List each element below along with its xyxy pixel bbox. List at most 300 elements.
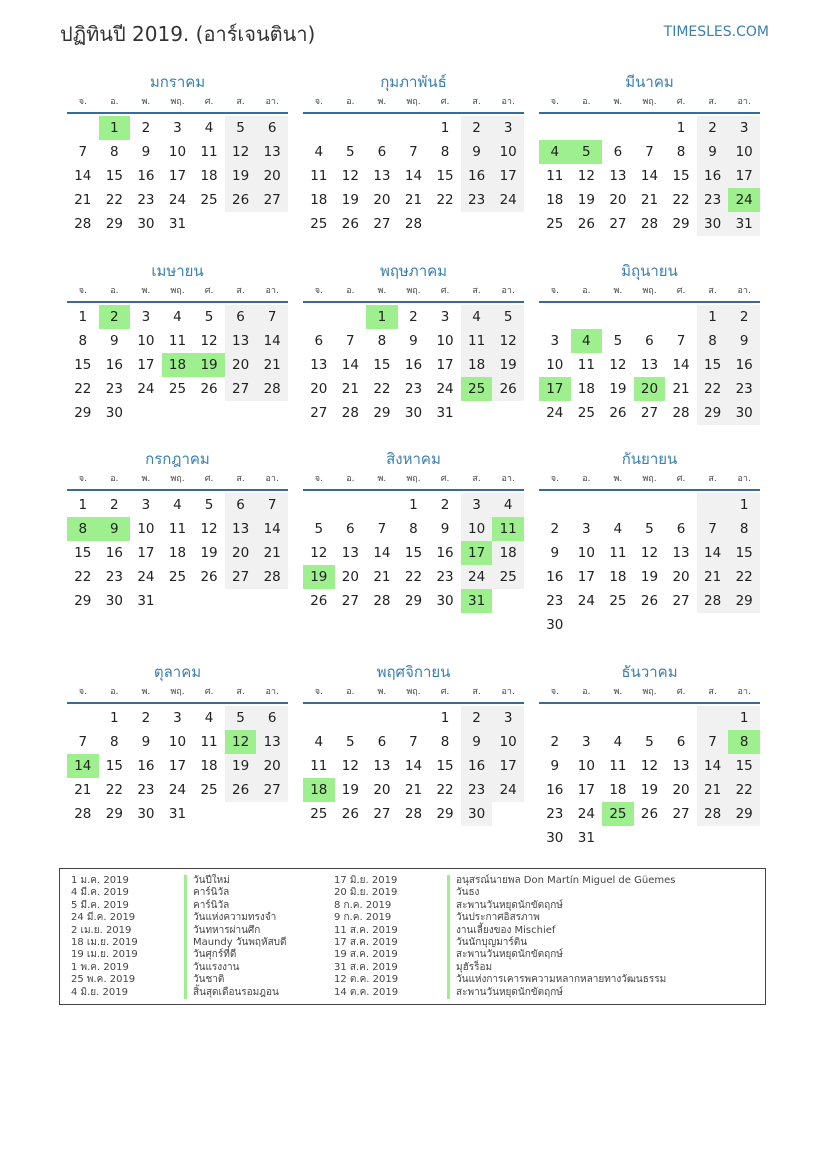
holiday-day-cell: 9 <box>99 517 131 541</box>
day-cell: 27 <box>672 806 690 822</box>
day-cell: 1 <box>697 305 729 329</box>
day-cell: 9 <box>141 734 151 750</box>
day-cell: 27 <box>672 593 690 609</box>
holiday-day-cell: 24 <box>728 188 760 212</box>
day-cell: 22 <box>672 192 690 208</box>
holiday-day-cell: 2 <box>99 305 131 329</box>
weekday-label: อ. <box>110 286 119 296</box>
holiday-row <box>71 875 287 887</box>
day-cell: 28 <box>256 565 288 589</box>
day-cell: 25 <box>168 381 187 397</box>
weekday-label: อ. <box>582 286 591 296</box>
weekday-label: พ. <box>141 474 151 484</box>
day-cell: 6 <box>256 116 288 140</box>
day-cell: 3 <box>141 309 151 325</box>
day-cell: 29 <box>436 806 454 822</box>
month-block <box>539 662 760 850</box>
day-cell: 20 <box>672 782 690 798</box>
holiday-day-cell: 8 <box>67 517 99 541</box>
day-cell: 1 <box>409 497 418 513</box>
day-cell: 2 <box>728 305 760 329</box>
holiday-column-left <box>71 875 287 999</box>
holiday-day-cell: 1 <box>366 305 398 329</box>
day-cell: 23 <box>137 782 155 798</box>
weekday-header <box>303 93 524 114</box>
weekday-label: อา. <box>501 97 515 107</box>
day-cell: 6 <box>256 706 288 730</box>
day-cell: 8 <box>409 521 418 537</box>
month-block <box>303 449 524 613</box>
weekday-label: จ. <box>78 286 87 296</box>
weekday-label: ศ. <box>204 687 214 697</box>
empty-day-cell <box>335 116 367 140</box>
day-cell: 13 <box>310 357 328 373</box>
holiday-date: 25 พ.ค. 2019 <box>71 974 136 986</box>
day-cell: 22 <box>404 569 423 585</box>
day-cell: 15 <box>74 357 92 373</box>
holiday-date: 2 เม.ย. 2019 <box>71 924 132 936</box>
holiday-name: งานเลี้ยงของ Mischief <box>447 925 555 937</box>
day-cell: 22 <box>373 381 391 397</box>
day-cell: 23 <box>436 569 454 585</box>
holiday-row <box>334 937 675 949</box>
holiday-row <box>334 962 675 974</box>
month-name: กุมภาพันธ์ <box>380 73 447 91</box>
weekday-label: อา. <box>265 474 279 484</box>
day-cell: 5 <box>613 333 623 349</box>
empty-day-cell <box>303 305 335 329</box>
day-cell: 26 <box>341 806 359 822</box>
day-cell: 11 <box>310 758 328 774</box>
day-cell: 25 <box>310 216 328 232</box>
day-cell: 11 <box>168 333 187 349</box>
empty-day-cell <box>398 706 430 730</box>
weekday-label: อา. <box>265 687 279 697</box>
weekday-label: อ. <box>346 97 355 107</box>
day-cell: 5 <box>346 734 355 750</box>
day-cell: 15 <box>672 168 690 184</box>
day-cell: 25 <box>168 569 187 585</box>
holiday-name: วันแห่งการเคารพความหลากหลายทางวัฒนธรรม <box>447 974 666 986</box>
holiday-row <box>334 900 675 912</box>
empty-day-cell <box>539 116 571 140</box>
day-cell: 10 <box>728 140 760 164</box>
day-cell: 23 <box>404 381 423 397</box>
day-cell: 6 <box>676 734 686 750</box>
weekday-label: อ. <box>346 474 355 484</box>
holiday-day-cell: 14 <box>67 754 99 778</box>
day-cell: 15 <box>436 168 454 184</box>
day-cell: 29 <box>728 802 760 826</box>
weekday-label: พฤ. <box>642 687 657 697</box>
day-cell: 25 <box>609 593 627 609</box>
month-block <box>539 72 760 236</box>
holiday-day-cell: 18 <box>303 778 335 802</box>
day-cell: 27 <box>341 593 359 609</box>
day-cell: 15 <box>404 545 423 561</box>
weekday-label: พฤ. <box>170 687 185 697</box>
holiday-date: 12 ต.ค. 2019 <box>334 974 399 986</box>
day-cell: 4 <box>204 710 214 726</box>
holiday-name: วันนักบุญมาร์ติน <box>447 937 527 949</box>
day-cell: 30 <box>436 593 454 609</box>
month-block <box>303 72 524 236</box>
day-cell: 22 <box>436 782 454 798</box>
weekday-label: จ. <box>550 474 559 484</box>
day-cell: 6 <box>377 734 387 750</box>
weekday-label: อ. <box>582 687 591 697</box>
holiday-date: 31 ส.ค. 2019 <box>334 961 398 973</box>
day-cell: 14 <box>256 517 288 541</box>
day-cell: 10 <box>546 357 564 373</box>
day-cell: 14 <box>373 545 391 561</box>
day-cell: 27 <box>225 565 257 589</box>
day-cell: 6 <box>225 305 257 329</box>
holiday-day-cell: 17 <box>461 541 493 565</box>
day-cell: 18 <box>168 545 187 561</box>
day-cell: 26 <box>200 381 218 397</box>
holiday-date: 19 ส.ค. 2019 <box>334 949 398 961</box>
empty-day-cell <box>602 706 634 730</box>
day-cell: 21 <box>373 569 391 585</box>
day-cell: 5 <box>492 305 524 329</box>
day-cell: 13 <box>373 758 391 774</box>
day-cell: 15 <box>697 353 729 377</box>
day-cell: 20 <box>341 569 359 585</box>
day-cell: 19 <box>341 782 359 798</box>
day-cell: 18 <box>609 782 627 798</box>
day-cell: 17 <box>168 758 187 774</box>
day-cell: 30 <box>105 405 123 421</box>
day-cell: 26 <box>225 188 257 212</box>
day-cell: 26 <box>225 778 257 802</box>
day-cell: 26 <box>200 569 218 585</box>
month-block <box>67 449 288 613</box>
day-cell: 28 <box>74 806 92 822</box>
day-cell: 9 <box>440 521 450 537</box>
weekday-label: ส. <box>472 474 481 484</box>
day-cell: 29 <box>404 593 423 609</box>
day-cell: 2 <box>461 116 493 140</box>
day-cell: 25 <box>310 806 328 822</box>
day-cell: 8 <box>110 144 119 160</box>
day-cell: 11 <box>310 168 328 184</box>
holiday-day-cell: 4 <box>571 329 603 353</box>
day-cell: 2 <box>409 309 418 325</box>
day-cell: 16 <box>105 357 123 373</box>
day-cell: 28 <box>697 802 729 826</box>
holiday-day-cell: 19 <box>193 353 225 377</box>
weekday-label: ส. <box>472 286 481 296</box>
month-name: มีนาคม <box>625 73 674 91</box>
month-block <box>303 261 524 425</box>
weekday-label: พ. <box>377 687 387 697</box>
day-cell: 26 <box>492 377 524 401</box>
holiday-date: 9 ก.ค. 2019 <box>334 912 392 924</box>
weekday-label: ศ. <box>676 286 686 296</box>
day-cell: 24 <box>168 192 187 208</box>
weekday-label: พ. <box>141 286 151 296</box>
holiday-column-right <box>334 875 675 999</box>
weekday-label: ส. <box>708 474 717 484</box>
weekday-label: พ. <box>613 687 623 697</box>
holiday-date: 14 ต.ค. 2019 <box>334 986 399 998</box>
day-cell: 31 <box>436 405 454 421</box>
weekday-label: พฤ. <box>642 97 657 107</box>
weekday-header <box>303 470 524 491</box>
day-cell: 4 <box>314 144 324 160</box>
empty-day-cell <box>335 706 367 730</box>
day-cell: 3 <box>141 497 151 513</box>
day-cell: 16 <box>697 164 729 188</box>
day-cell: 5 <box>346 144 355 160</box>
day-cell: 9 <box>550 545 560 561</box>
brand-link[interactable]: TIMESLES.COM <box>663 24 769 40</box>
day-cell: 15 <box>373 357 391 373</box>
day-cell: 29 <box>697 401 729 425</box>
day-cell: 23 <box>697 188 729 212</box>
weekday-label: อ. <box>110 687 119 697</box>
day-cell: 15 <box>105 758 123 774</box>
day-cell: 9 <box>110 333 119 349</box>
day-cell: 24 <box>492 188 524 212</box>
day-cell: 6 <box>613 144 623 160</box>
day-cell: 30 <box>546 830 564 846</box>
day-cell: 3 <box>440 309 450 325</box>
day-cell: 6 <box>314 333 324 349</box>
day-cell: 22 <box>728 565 760 589</box>
holiday-row <box>71 912 287 924</box>
day-cell: 23 <box>461 778 493 802</box>
weekday-label: ส. <box>708 97 717 107</box>
day-cell: 6 <box>377 144 387 160</box>
holiday-row <box>334 887 675 899</box>
weekday-label: อา. <box>501 687 515 697</box>
day-cell: 4 <box>173 497 182 513</box>
day-cell: 12 <box>341 758 359 774</box>
empty-day-cell <box>366 493 398 517</box>
day-cell: 12 <box>640 758 659 774</box>
day-cell: 22 <box>436 192 454 208</box>
day-grid <box>67 116 288 236</box>
day-cell: 26 <box>640 806 659 822</box>
day-cell: 8 <box>676 144 686 160</box>
day-cell: 31 <box>577 830 595 846</box>
day-cell: 24 <box>137 381 155 397</box>
day-cell: 1 <box>728 706 760 730</box>
day-cell: 28 <box>74 216 92 232</box>
day-cell: 29 <box>728 589 760 613</box>
day-cell: 13 <box>256 140 288 164</box>
holiday-day-cell: 18 <box>162 353 194 377</box>
empty-day-cell <box>634 305 666 329</box>
day-cell: 16 <box>461 164 493 188</box>
day-cell: 7 <box>409 734 418 750</box>
day-cell: 23 <box>105 381 123 397</box>
day-cell: 23 <box>546 806 564 822</box>
day-cell: 7 <box>676 333 686 349</box>
month-name: ธันวาคม <box>621 663 678 681</box>
day-cell: 8 <box>440 144 450 160</box>
day-cell: 12 <box>225 140 257 164</box>
empty-day-cell <box>571 305 603 329</box>
day-grid <box>67 493 288 613</box>
day-cell: 3 <box>728 116 760 140</box>
day-cell: 11 <box>200 144 218 160</box>
day-cell: 3 <box>173 120 182 136</box>
weekday-label: พฤ. <box>406 97 421 107</box>
weekday-label: จ. <box>314 286 323 296</box>
day-cell: 13 <box>256 730 288 754</box>
day-cell: 12 <box>640 545 659 561</box>
empty-day-cell <box>303 706 335 730</box>
day-cell: 20 <box>373 192 391 208</box>
day-cell: 11 <box>609 758 627 774</box>
weekday-label: อ. <box>346 687 355 697</box>
day-cell: 8 <box>78 333 88 349</box>
day-cell: 27 <box>609 216 627 232</box>
day-cell: 8 <box>377 333 387 349</box>
day-cell: 4 <box>204 120 214 136</box>
empty-day-cell <box>602 305 634 329</box>
holiday-name: คาร์นิวัล <box>184 900 229 912</box>
holiday-day-cell: 5 <box>571 140 603 164</box>
day-cell: 22 <box>728 778 760 802</box>
day-cell: 23 <box>461 188 493 212</box>
weekday-label: อ. <box>346 286 355 296</box>
holiday-day-cell: 19 <box>303 565 335 589</box>
weekday-label: พ. <box>141 97 151 107</box>
weekday-label: ส. <box>236 97 245 107</box>
holiday-date: 17 ส.ค. 2019 <box>334 936 398 948</box>
day-cell: 1 <box>440 710 450 726</box>
day-cell: 8 <box>728 517 760 541</box>
holiday-day-cell: 31 <box>461 589 493 613</box>
weekday-label: ศ. <box>676 97 686 107</box>
day-cell: 29 <box>105 806 123 822</box>
day-cell: 12 <box>200 521 218 537</box>
day-grid <box>539 116 760 236</box>
day-cell: 24 <box>436 381 454 397</box>
day-cell: 11 <box>461 329 493 353</box>
day-cell: 27 <box>373 216 391 232</box>
day-cell: 12 <box>609 357 627 373</box>
holiday-day-cell: 1 <box>99 116 131 140</box>
day-cell: 11 <box>168 521 187 537</box>
day-cell: 27 <box>256 188 288 212</box>
day-cell: 5 <box>204 309 214 325</box>
day-cell: 5 <box>314 521 324 537</box>
day-cell: 24 <box>137 569 155 585</box>
day-cell: 21 <box>256 541 288 565</box>
empty-day-cell <box>366 706 398 730</box>
holiday-name: วันประกาศอิสรภาพ <box>447 912 540 924</box>
day-cell: 21 <box>256 353 288 377</box>
empty-day-cell <box>697 493 729 517</box>
weekday-label: อา. <box>265 97 279 107</box>
day-cell: 23 <box>728 377 760 401</box>
day-cell: 13 <box>225 517 257 541</box>
holiday-day-cell: 17 <box>539 377 571 401</box>
weekday-label: ส. <box>236 687 245 697</box>
month-block <box>67 72 288 236</box>
month-block <box>539 449 760 637</box>
weekday-label: ศ. <box>676 687 686 697</box>
day-cell: 12 <box>310 545 328 561</box>
day-cell: 14 <box>697 541 729 565</box>
weekday-label: ศ. <box>440 286 450 296</box>
holiday-name: วันแรงงาน <box>184 962 239 974</box>
day-cell: 1 <box>676 120 686 136</box>
holiday-row <box>71 937 287 949</box>
weekday-label: พ. <box>141 687 151 697</box>
day-cell: 23 <box>546 593 564 609</box>
day-cell: 1 <box>78 309 88 325</box>
day-cell: 22 <box>105 192 123 208</box>
day-cell: 3 <box>550 333 560 349</box>
weekday-header <box>67 683 288 704</box>
holiday-name: สะพานวันหยุดนักขัตฤกษ์ <box>447 949 563 961</box>
day-cell: 13 <box>672 758 690 774</box>
holiday-row <box>71 925 287 937</box>
day-cell: 18 <box>200 758 218 774</box>
day-cell: 28 <box>697 589 729 613</box>
month-name: กันยายน <box>621 450 678 468</box>
weekday-label: อา. <box>737 97 751 107</box>
day-cell: 28 <box>640 216 659 232</box>
holiday-date: 18 เม.ย. 2019 <box>71 936 138 948</box>
weekday-label: พฤ. <box>170 286 185 296</box>
day-cell: 28 <box>373 593 391 609</box>
day-cell: 12 <box>577 168 595 184</box>
day-cell: 15 <box>436 758 454 774</box>
day-cell: 22 <box>105 782 123 798</box>
day-cell: 21 <box>404 782 423 798</box>
day-cell: 9 <box>728 329 760 353</box>
weekday-label: อา. <box>737 687 751 697</box>
day-cell: 7 <box>78 144 88 160</box>
day-cell: 30 <box>105 593 123 609</box>
weekday-label: ส. <box>236 286 245 296</box>
month-block <box>539 261 760 425</box>
holiday-date: 24 มี.ค. 2019 <box>71 912 136 924</box>
day-cell: 19 <box>640 782 659 798</box>
day-cell: 27 <box>373 806 391 822</box>
day-cell: 13 <box>373 168 391 184</box>
day-cell: 14 <box>672 357 690 373</box>
day-grid <box>303 305 524 425</box>
day-cell: 13 <box>640 357 659 373</box>
day-cell: 10 <box>461 517 493 541</box>
day-cell: 2 <box>550 734 560 750</box>
day-cell: 2 <box>141 120 151 136</box>
holiday-name: Maundy วันพฤหัสบดี <box>184 937 287 949</box>
weekday-label: พฤ. <box>642 286 657 296</box>
day-cell: 8 <box>110 734 119 750</box>
weekday-label: พฤ. <box>170 97 185 107</box>
weekday-label: ส. <box>708 286 717 296</box>
weekday-label: จ. <box>314 474 323 484</box>
weekday-header <box>539 470 760 491</box>
day-cell: 17 <box>436 357 454 373</box>
day-cell: 1 <box>440 120 450 136</box>
weekday-label: อ. <box>110 474 119 484</box>
day-cell: 9 <box>409 333 418 349</box>
day-cell: 25 <box>546 216 564 232</box>
holiday-day-cell: 11 <box>492 517 524 541</box>
day-cell: 1 <box>110 710 119 726</box>
day-cell: 3 <box>461 493 493 517</box>
